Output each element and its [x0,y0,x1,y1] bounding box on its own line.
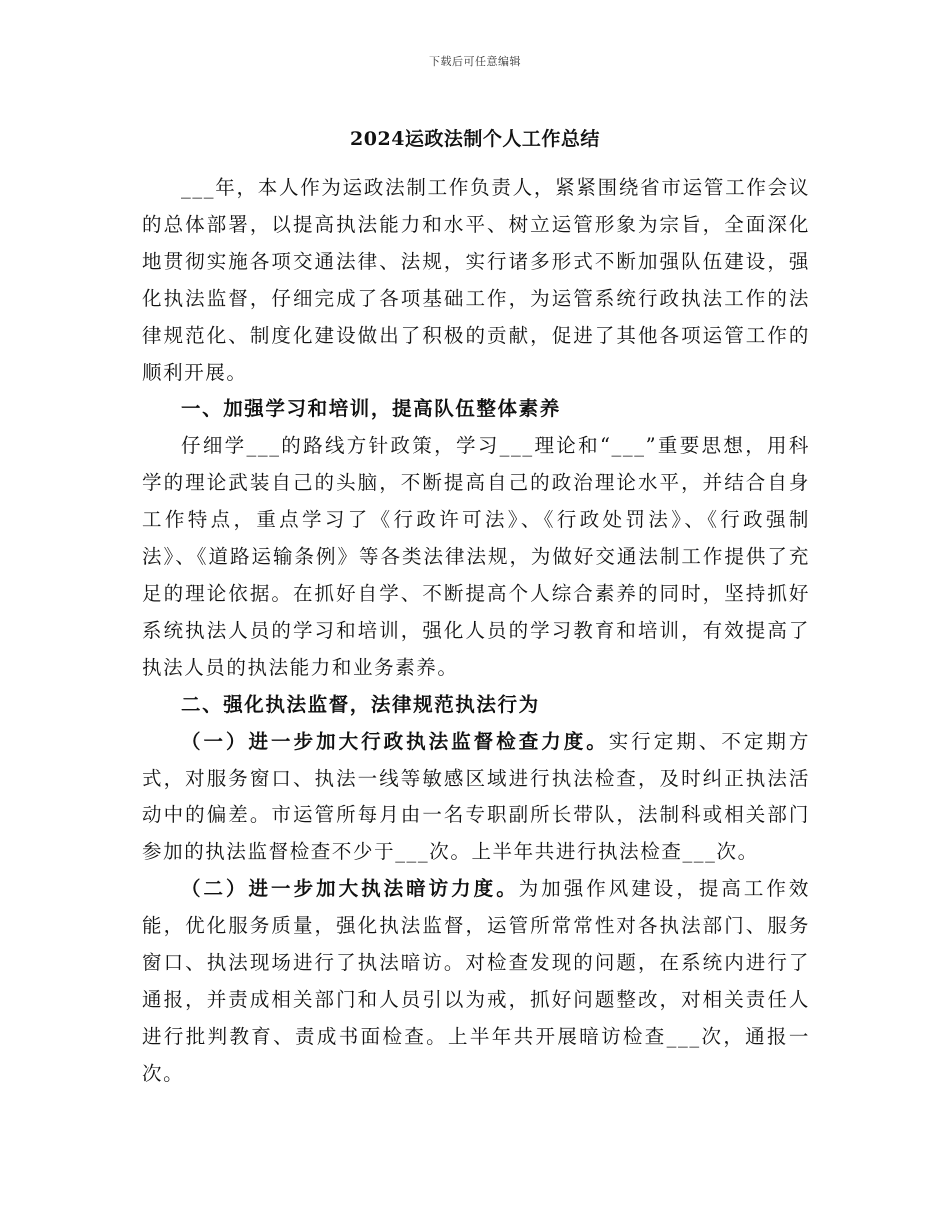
paragraph-inspection [142,724,810,872]
paragraph-lead: （一）进一步加大行政执法监督检查力度。 [181,729,609,753]
paragraph-intro: ___年，本人作为运政法制工作负责人，紧紧围绕省市运管工作会议的总体部署，以提高执法能力和水平、树立运管形象为宗旨，全面深化地贯彻实施各项交通法律、法规，实行诸多形式不断加强队伍建设，强化执法监督，仔细完成了各项基础工作，为运管系统行政执法工作的法律规范化、制度化建设做出了积极的贡献，促进了其他各项运管工作的顺利开展。 [142,176,810,384]
document-body [142,170,810,1093]
document-title: 2024运政法制个人工作总结 [350,128,600,150]
paragraph-text: 实行定期、不定期方式，对服务窗口、执法一线等敏感区域进行执法检查，及时纠正执法活动中的偏差。市运管所每月由一名专职副所长带队，法制科或相关部门参加的执法监督检查不少于___次。上半年共进行执法检查___次。 [142,729,810,864]
paragraph-text: 为加强作风建设，提高工作效能，优化服务质量，强化执法监督，运管所常常性对各执法部门、服务窗口、执法现场进行了执法暗访。对检查发现的问题，在系统内进行了通报，并责成相关部门和人员引以为戒，抓好问题整改，对相关责任人进行批判教育、责成书面检查。上半年共开展暗访检查___次，通报一次。 [142,877,810,1085]
section-heading-1: 一、加强学习和培训，提高队伍整体素养 [181,397,561,421]
header-note: 下载后可任意编辑 [429,55,521,68]
paragraph-unannounced-visits [142,871,810,1092]
paragraph-lead: （二）进一步加大执法暗访力度。 [181,877,519,901]
paragraph-study: 仔细学___的路线方针政策，学习___理论和“___”重要思想，用科学的理论武装自己的头脑，不断提高自己的政治理论水平，并结合自身工作特点，重点学习了《行政许可法》、《行政处罚法》、《行政强制法》、《道路运输条例》等各类法律法规，为做好交通法制工作提供了充足的理论依据。在抓好自学、不断提高个人综合素养的同时，坚持抓好系统执法人员的学习和培训，强化人员的学习教育和培训，有效提高了执法人员的执法能力和业务素养。 [142,434,810,679]
section-heading-2: 二、强化执法监督，法律规范执法行为 [181,692,540,716]
